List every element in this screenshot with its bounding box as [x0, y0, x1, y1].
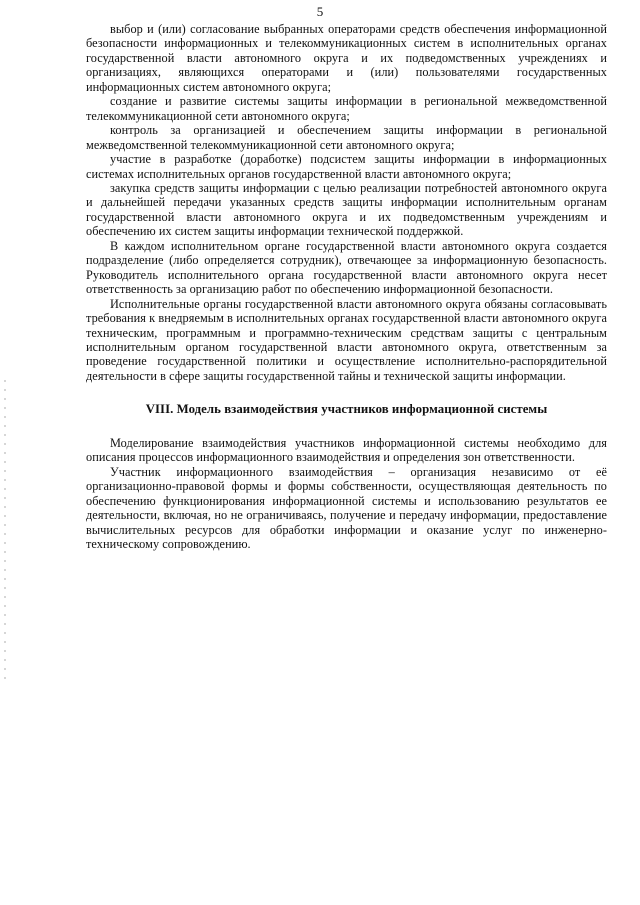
paragraph: Участник информационного взаимодействия – организация независимо от её организационно-правовой формы и формы собственности, осуществляющая деятельность по обеспечению функционирования информационной системы и использованию результатов ее деятельности, включая, но не ограничиваясь, получение и передачу информации, предоставление вычислительных ресурсов для обработки информации и оказание услуг по инженерно-техническому сопровождению. — [86, 464, 607, 551]
section-heading: VIII. Модель взаимодействия участников информационной системы — [145, 402, 548, 417]
document-body — [86, 22, 607, 551]
paragraph: создание и развитие системы защиты информации в региональной межведомственной телекоммуникационной сети автономного округа; — [86, 94, 607, 123]
paragraph: контроль за организацией и обеспечением защиты информации в региональной межведомственной телекоммуникационной сети автономного округа; — [86, 123, 607, 152]
scan-margin-marks — [4, 380, 6, 680]
paragraph: Моделирование взаимодействия участников информационной системы необходимо для описания процессов информационного взаимодействия и определения зон ответственности. — [86, 435, 607, 465]
paragraph: В каждом исполнительном органе государственной власти автономного округа создается подразделение (либо определяется сотрудник), отвечающее за информационную безопасность. Руководитель исполнительного органа государственной власти автономного округа несет ответственность за организацию работ по обеспечению информационной безопасности. — [86, 238, 607, 297]
top-paragraphs — [86, 22, 607, 383]
paragraph: Исполнительные органы государственной власти автономного округа обязаны согласовывать требования к внедряемым в исполнительных органах государственной власти автономного округа техническим, программным и программно-техническим средствам защиты с центральным исполнительным органом государственной власти автономного округа, ответственным за проведение государственной политики и осуществление исполнительно-распорядительной деятельности в сфере защиты государственной тайны и технической защиты информации. — [86, 296, 607, 383]
paragraph: участие в разработке (доработке) подсистем защиты информации в информационных системах исполнительных органов государственной власти автономного округа; — [86, 152, 607, 181]
paragraph: закупка средств защиты информации с целью реализации потребностей автономного округа и дальнейшей передачи указанных средств защиты информации исполнительным органам государственной власти автономного округа и их подведомственным учреждениям и обеспечению их систем защиты информации технической поддержкой. — [86, 180, 607, 239]
page-number: 5 — [316, 4, 324, 19]
paragraph: выбор и (или) согласование выбранных операторами средств обеспечения информационной безопасности информационных и телекоммуникационных систем в исполнительных органах государственной власти автономного округа и их подведомственных учреждениях и организациях, являющихся операторами и (или) пользователями государственных информационных систем автономного округа; — [86, 22, 607, 94]
bottom-paragraphs — [86, 436, 607, 552]
